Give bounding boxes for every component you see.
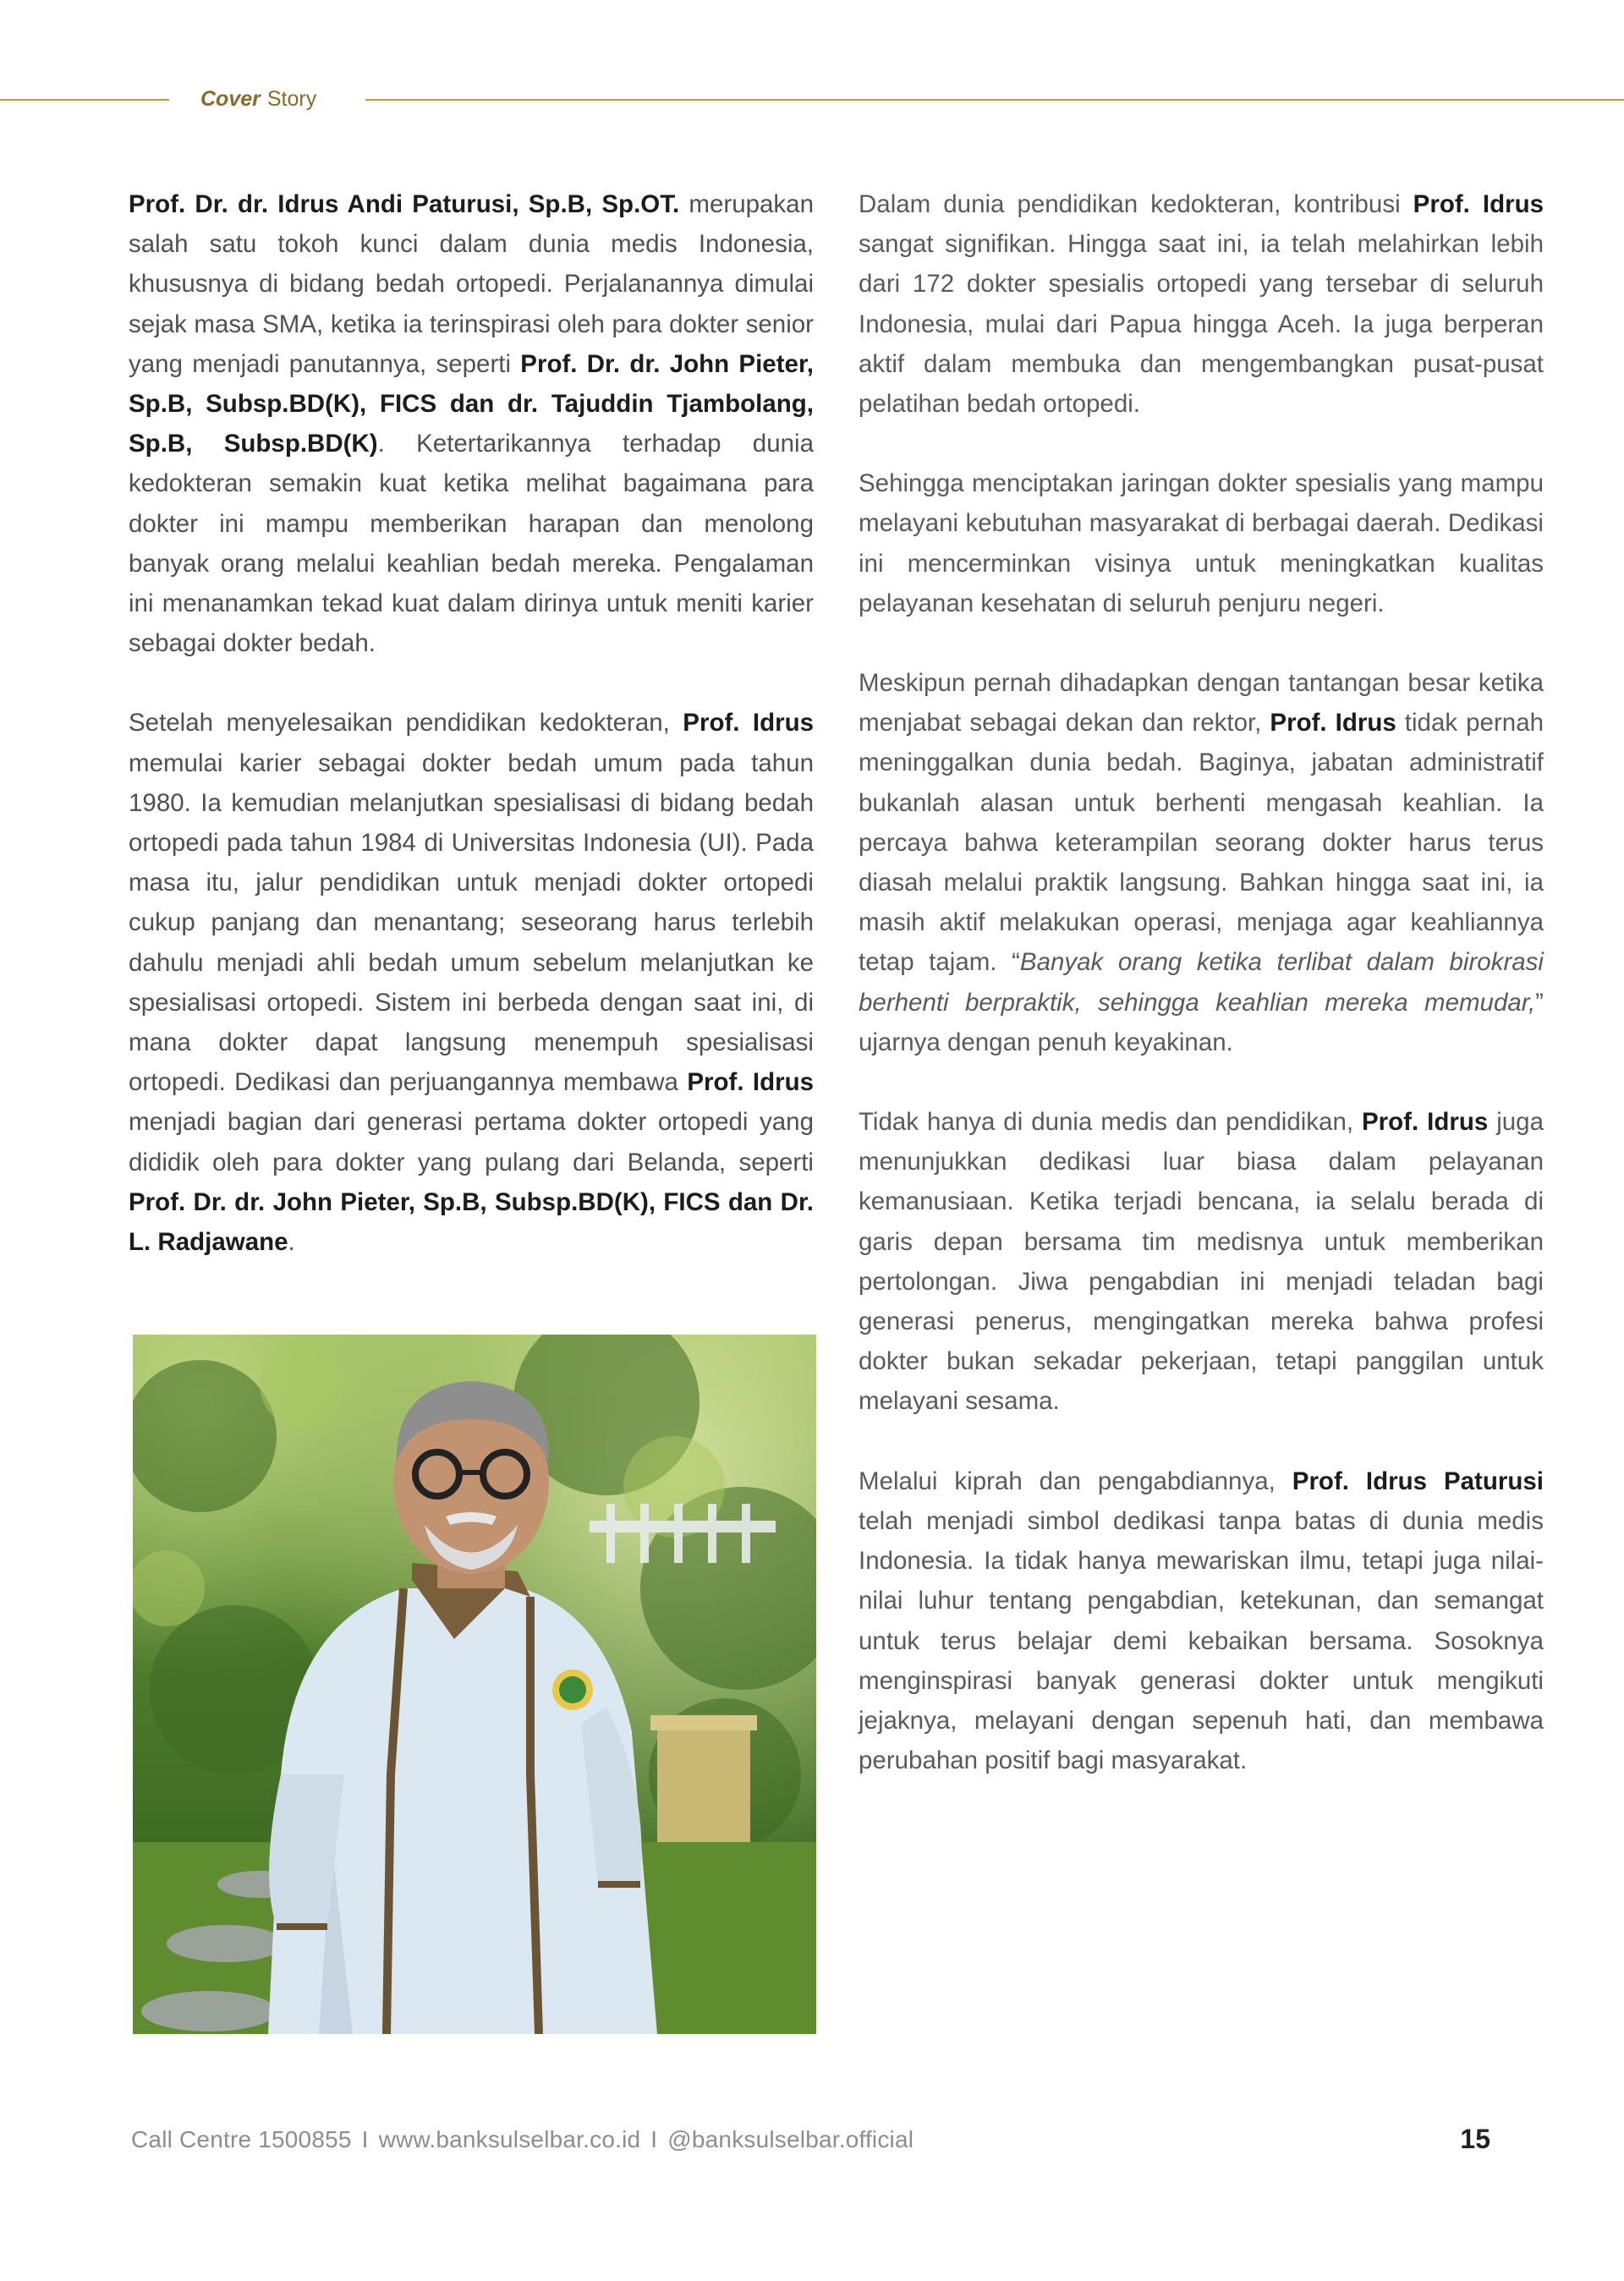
left-column	[129, 184, 814, 1302]
left-paragraph-1	[129, 184, 814, 663]
text-run: .	[288, 1228, 295, 1257]
portrait-illustration	[133, 1335, 816, 2034]
section-label	[200, 85, 316, 113]
text-run: Setelah menyelesaikan pendidikan kedokteran,	[129, 709, 683, 737]
subject-name: Prof. Dr. dr. Idrus Andi Paturusi, Sp.B, Sp.OT.	[129, 190, 680, 218]
right-paragraph-5	[859, 1461, 1544, 1781]
text-run: memulai karier sebagai dokter bedah umum pada tahun 1980. Ia kemudian melanjutkan spesialisasi di bidang bedah ortopedi pada tahun 1984 di Universitas Indonesia (UI). Pada masa itu, jalur pendidikan untuk menjadi dokter ortopedi cukup panjang dan menantang; seseorang harus terlebih dahulu menjadi ahli bedah umum sebelum melanjutkan ke spesialisasi ortopedi. Sistem ini berbeda dengan saat ini, di mana dokter dapat langsung menempuh spesialisasi ortopedi. Dedikasi dan perjuangannya membawa	[129, 748, 814, 1097]
text-run: merupakan salah satu tokoh kunci dalam dunia medis Indonesia, khususnya di bidang bedah ortopedi. Perjalanannya dimulai sejak masa SMA, ketika ia terinspirasi oleh para dokter senior yang menjadi panutannya, seperti	[129, 190, 814, 378]
website-link[interactable]: www.banksulselbar.co.id	[378, 2126, 641, 2152]
name-highlight: Prof. Idrus	[683, 709, 814, 737]
right-paragraph-1	[859, 184, 1544, 424]
text-run: Dalam dunia pendidikan kedokteran, kontribusi	[859, 190, 1413, 218]
text-run: ” ujarnya dengan penuh keyakinan.	[859, 988, 1544, 1056]
text-run: sangat signifikan. Hingga saat ini, ia telah melahirkan lebih dari 172 dokter spesialis ortopedi yang tersebar di seluruh Indonesia, mulai dari Papua hingga Aceh. Ia juga berperan aktif dalam membuka dan mengembangkan pusat-pusat pelatihan bedah ortopedi.	[859, 230, 1544, 419]
mentor-names: Prof. Dr. dr. John Pieter, Sp.B, Subsp.BD(K), FICS dan dr. Tajuddin Tjambolang, Sp.B, Subsp.BD(K)	[129, 349, 814, 458]
text-run: Melalui kiprah dan pengabdiannya,	[859, 1467, 1292, 1495]
name-highlight: Prof. Idrus Paturusi	[1292, 1467, 1544, 1495]
name-highlight: Prof. Idrus	[1413, 190, 1544, 218]
social-handle[interactable]: @banksulselbar.official	[667, 2126, 914, 2152]
section-label-rest: Story	[266, 87, 317, 111]
section-label-bold: Cover	[200, 87, 261, 111]
text-run: juga menunjukkan dedikasi luar biasa dalam pelayanan kemanusiaan. Ketika terjadi bencana, ia selalu berada di garis depan bersama tim medisnya untuk memberikan pertolongan. Jiwa pengabdian ini menjadi teladan bagi generasi penerus, mengingatkan mereka bahwa profesi dokter bukan sekadar pekerjaan, tetapi panggilan untuk melayani sesama.	[859, 1108, 1544, 1416]
separator: I	[650, 2126, 658, 2152]
right-paragraph-3	[859, 663, 1544, 1062]
text-run: menjadi bagian dari generasi pertama dokter ortopedi yang dididik oleh para dokter yang pulang dari Belanda, seperti	[129, 1108, 814, 1176]
text-run: Meskipun pernah dihadapkan dengan tantangan besar ketika menjabat sebagai dekan dan rektor,	[859, 669, 1544, 737]
footer-contact	[131, 2123, 914, 2157]
right-column	[859, 184, 1544, 1820]
text-run: telah menjadi simbol dedikasi tanpa batas di dunia medis Indonesia. Ia tidak hanya mewariskan ilmu, tetapi juga nilai-nilai luhur tentang pengabdian, ketekunan, dan semangat untuk terus belajar demi kebaikan bersama. Sosoknya menginspirasi banyak generasi dokter untuk mengikuti jejaknya, melayani dengan sepenuh hati, dan membawa perubahan positif bagi masyarakat.	[859, 1506, 1544, 1775]
name-highlight: Prof. Idrus	[1270, 709, 1396, 737]
right-paragraph-2: Sehingga menciptakan jaringan dokter spesialis yang mampu melayani kebutuhan masyarakat di berbagai daerah. Dedikasi ini mencerminkan visinya untuk meningkatkan kualitas pelayanan kesehatan di seluruh penjuru negeri.	[859, 469, 1544, 617]
name-highlight: Prof. Idrus	[1362, 1108, 1489, 1137]
teacher-names: Prof. Dr. dr. John Pieter, Sp.B, Subsp.BD(K), FICS dan Dr. L. Radjawane	[129, 1187, 814, 1257]
right-paragraph-4	[859, 1102, 1544, 1422]
name-highlight: Prof. Idrus	[687, 1068, 815, 1097]
page-number: 15	[1460, 2124, 1490, 2154]
header-rule-left	[0, 99, 169, 101]
text-run: Tidak hanya di dunia medis dan pendidikan,	[859, 1108, 1362, 1137]
text-run: tidak pernah meninggalkan dunia bedah. Baginya, jabatan administratif bukanlah alasan untuk berhenti mengasah keahlian. Ia percaya bahwa keterampilan seorang dokter harus terus diasah melalui praktik langsung. Bahkan hingga saat ini, ia masih aktif melakukan operasi, menjaga agar keahliannya tetap tajam. “	[859, 709, 1544, 977]
header-rule-right	[365, 99, 1624, 101]
quote: Banyak orang ketika terlibat dalam birokrasi berhenti berpraktik, sehingga keahlian mereka memudar,	[859, 948, 1544, 1017]
portrait-photo	[133, 1335, 816, 2034]
call-centre: Call Centre 1500855	[131, 2126, 352, 2152]
left-paragraph-2	[129, 703, 814, 1262]
text-run: . Ketertarikannya terhadap dunia kedokteran semakin kuat ketika melihat bagaimana para dokter ini mampu memberikan harapan dan menolong banyak orang melalui keahlian bedah mereka. Pengalaman ini menanamkan tekad kuat dalam dirinya untuk meniti karier sebagai dokter bedah.	[129, 430, 814, 658]
separator: I	[361, 2126, 369, 2152]
